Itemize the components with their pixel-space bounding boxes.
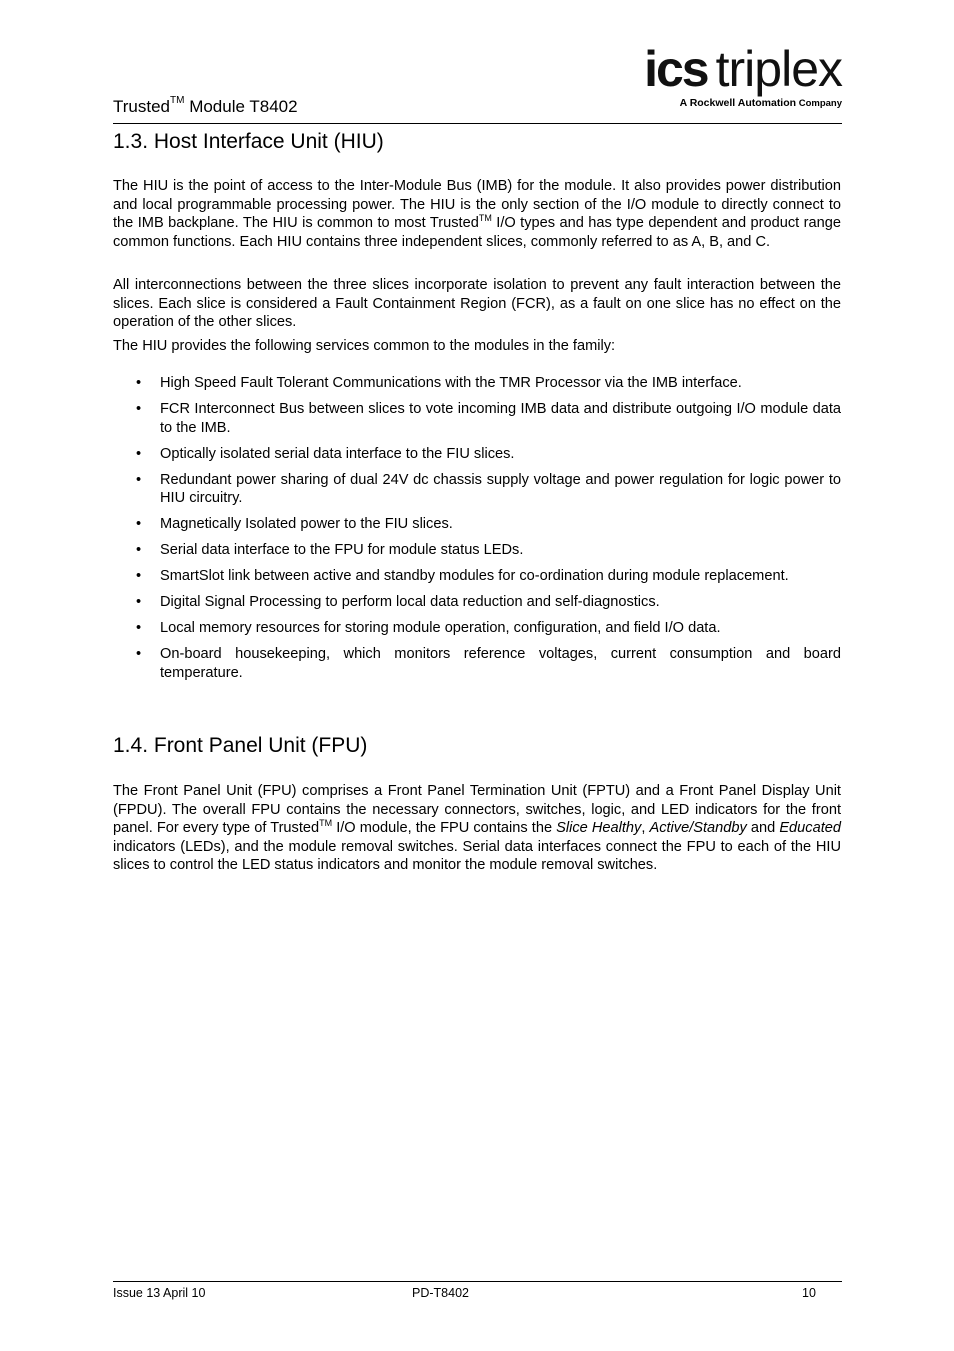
header-title-trusted: Trusted (113, 97, 171, 116)
list-item-text: On-board housekeeping, which monitors reference voltages, current consumption and board temperature. (160, 646, 841, 681)
bullet-icon: • (136, 445, 142, 462)
logo-tagline (644, 96, 842, 111)
list-item (113, 619, 841, 638)
list-item-text: FCR Interconnect Bus between slices to vote incoming IMB data and distribute outgoing I/O module data to the IMB. (160, 401, 841, 436)
list-item (113, 567, 841, 586)
hiu-p1-text-b: I/O types and has type dependent and product range common functions. Each HIU contains three independent slices, commonly referred to as A, B, and C. (113, 215, 841, 250)
fpu-text-e: indicators (LEDs), and the module removal switches. Serial data interfaces connect the FPU to each of the HIU slices to control the LED status indicators and monitor the module removal switches. (113, 838, 841, 873)
section-heading-fpu: 1.4. Front Panel Unit (FPU) (113, 734, 368, 757)
list-item (113, 645, 841, 682)
list-item (113, 541, 841, 560)
footer-divider (113, 1281, 842, 1282)
list-item-text: Digital Signal Processing to perform local data reduction and self-diagnostics. (160, 594, 660, 610)
footer-page-number: 10 (802, 1286, 816, 1300)
bullet-icon: • (136, 568, 142, 584)
logo-tagline-company: Company (796, 98, 842, 109)
hiu-services-list (113, 374, 841, 690)
fpu-slice-healthy: Slice Healthy (556, 820, 642, 836)
list-item (113, 374, 841, 393)
list-item (113, 400, 841, 437)
bullet-icon: • (136, 542, 142, 558)
fpu-paragraph (113, 782, 841, 875)
list-item-text: Optically isolated serial data interface to the FIU slices. (160, 445, 515, 462)
bullet-icon: • (136, 401, 142, 417)
fpu-text-d: and (746, 820, 780, 836)
list-item-text: Serial data interface to the FPU for module status LEDs. (160, 542, 524, 558)
hiu-paragraph-1 (113, 177, 841, 251)
bullet-icon: • (136, 620, 142, 636)
hiu-paragraph-3: The HIU provides the following services common to the modules in the family: (113, 338, 616, 354)
fpu-text-c: , (641, 820, 650, 836)
bullet-icon: • (136, 375, 142, 391)
logo-triplex: triplex (715, 41, 842, 97)
logo-ics: ics (644, 41, 708, 97)
bullet-icon: • (136, 646, 142, 662)
list-item-text: SmartSlot link between active and standby modules for co-ordination during module replacement. (160, 568, 789, 584)
list-item (113, 445, 841, 464)
list-item-text: Local memory resources for storing module operation, configuration, and field I/O data. (160, 620, 721, 636)
footer-issue: Issue 13 April 10 (113, 1286, 206, 1300)
trademark-mark: TM (170, 95, 185, 107)
list-item-text: High Speed Fault Tolerant Communications with the TMR Processor via the IMB interface. (160, 375, 742, 391)
hiu-p1-text-a: The HIU is the point of access to the Inter-Module Bus (IMB) for the module. It also provides power distribution and local programmable processing power. The HIU is the only section of the I/O module to directly connect to the IMB backplane. The HIU is common to most Trusted (113, 178, 841, 231)
list-item-text: Redundant power sharing of dual 24V dc chassis supply voltage and power regulation for logic power to HIU circuitry. (160, 471, 841, 506)
logo-tagline-rockwell: Rockwell Automation (689, 97, 797, 109)
header-title-module: Module T8402 (184, 97, 298, 116)
list-item-text: Magnetically Isolated power to the FIU slices. (160, 516, 453, 532)
list-item (113, 471, 841, 508)
header-title (113, 96, 298, 118)
fpu-text-a: The Front Panel Unit (FPU) comprises a Front Panel Termination Unit (FPTU) and a Front Panel Display Unit (FPDU). The overall FPU contains the necessary connectors, switches, logic, and LED indicators for the front panel. For every type of Trusted (113, 783, 841, 836)
fpu-text-b: I/O module, the FPU contains the (332, 820, 557, 836)
fpu-educated: Educated (779, 820, 841, 836)
fpu-active-standby: Active/Standby (649, 820, 747, 836)
bullet-icon: • (136, 516, 142, 532)
header-divider (113, 123, 842, 124)
trademark-mark: TM (319, 818, 333, 829)
trademark-mark: TM (478, 213, 492, 224)
list-item (113, 515, 841, 534)
section-heading-hiu: 1.3. Host Interface Unit (HIU) (113, 130, 384, 153)
footer-doc-id: PD-T8402 (412, 1286, 469, 1300)
list-item (113, 593, 841, 612)
bullet-icon: • (136, 594, 142, 610)
bullet-icon: • (136, 471, 142, 488)
hiu-paragraph-2: All interconnections between the three slices incorporate isolation to prevent any fault interaction between the slices. Each slice is considered a Fault Containment Region (FCR), as a fault on one slice has no effect on the operation of the other slices. (113, 277, 841, 330)
ics-triplex-logo (644, 41, 842, 111)
logo-wordmark (644, 41, 842, 97)
logo-tagline-a: A (679, 97, 690, 109)
